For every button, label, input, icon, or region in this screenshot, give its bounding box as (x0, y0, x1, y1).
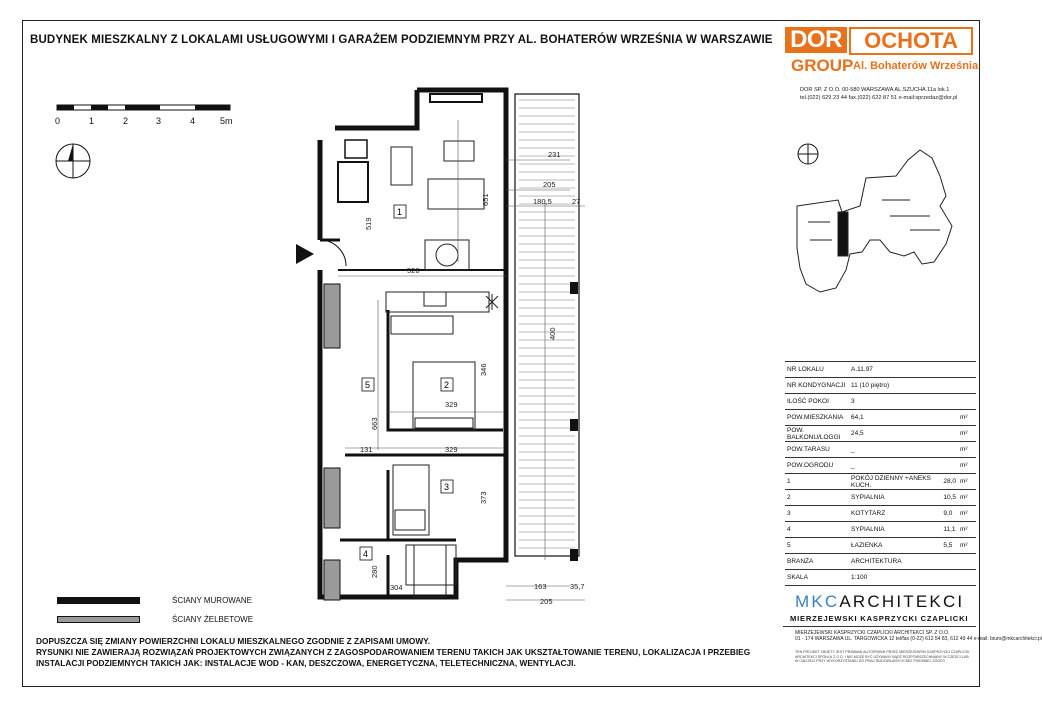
dim-651: 651 (481, 193, 490, 206)
developer-address: DOR SP. Z O.O. 00-580 WARSZAWA AL.SZUCHA 11a lok.1 (800, 87, 950, 93)
info-label: POW. BALKONU/LOGGI (785, 426, 849, 442)
branza-label: BRANŻA (785, 554, 849, 570)
logo-ochota: OCHOTA (849, 27, 973, 55)
mkc-logo-left: MKC (795, 592, 840, 611)
scale-label-2: 2 (123, 116, 129, 126)
room-label-3: 3 (444, 482, 450, 492)
info-unit: m² (958, 410, 976, 426)
info-label: ILOŚĆ POKOI (785, 394, 849, 410)
room-labels (360, 205, 453, 560)
info-row (785, 394, 976, 410)
dim-27: 27 (572, 197, 581, 206)
room-area: 9,0 (941, 506, 958, 522)
room-area: 28,0 (941, 474, 958, 490)
scale-label-3: 3 (156, 116, 162, 126)
mkc-subtitle: MIERZEJEWSKI KASPRZYCKI CZAPLICKI (790, 614, 969, 623)
key-plan (797, 150, 952, 292)
room-no: 4 (785, 522, 849, 538)
scale-label-5m: 5m (220, 116, 233, 126)
branza-value: ARCHITEKTURA (849, 554, 976, 570)
info-row (785, 442, 976, 458)
dim-346: 346 (479, 363, 488, 376)
room-label-2: 2 (444, 380, 450, 390)
scale-label-1: 1 (89, 116, 95, 126)
branza-row (785, 554, 976, 570)
info-row (785, 410, 976, 426)
room-name: KOTYTARZ (849, 506, 941, 522)
note-line-3: INSTALACJI PODZIEMNYCH TAKICH JAK: INSTALACJE WOD - KAN, DESZCZOWA, ENERGETYCZNA, TELETECHNICZNA, WENTYLACJI. (36, 658, 576, 668)
info-unit (958, 362, 976, 378)
info-row (785, 458, 976, 474)
developer-phone: tel.(022) 629 23 44 fax.(022) 622 87 51 e-mail:sprzedaz@dor.pl (800, 94, 958, 101)
room-row (785, 474, 976, 490)
room-name: ŁAZIENKA (849, 538, 941, 554)
room-row (785, 490, 976, 506)
room-row (785, 522, 976, 538)
dim-526: 526 (407, 266, 420, 275)
mkc-logo (795, 592, 964, 612)
info-label: NR KONDYGNACJI (785, 378, 849, 394)
info-value: 3 (849, 394, 958, 410)
dim-35-7: 35,7 (570, 582, 585, 591)
dim-304: 304 (390, 583, 403, 592)
legend-concrete-label: ŚCIANY ŻELBETOWE (172, 615, 254, 624)
info-row (785, 426, 976, 442)
room-unit: m² (958, 474, 976, 490)
north-arrow-icon (56, 144, 90, 178)
north-arrow-small-icon (798, 144, 818, 164)
mkc-divider (783, 626, 976, 627)
info-value: 24,5 (849, 426, 958, 442)
scale-label-0: 0 (55, 116, 61, 126)
room-unit: m² (958, 490, 976, 506)
room-no: 2 (785, 490, 849, 506)
room-row (785, 538, 976, 554)
room-name: SYPIALNIA (849, 522, 941, 538)
note-line-2: RYSUNKI NIE ZAWIERAJĄ ROZWIĄZAŃ PROJEKTOWYCH ZWIĄZANYCH Z ZAGOSPODAROWANIEM TERENU TAKICH JAK UKSZTAŁTOWANIE TERENU, LOKALIZACJA I PRZEBIEG (36, 647, 751, 657)
dim-373: 373 (479, 491, 488, 504)
room-area: 10,5 (941, 490, 958, 506)
dim-180-5: 180,5 (533, 197, 552, 206)
room-area: 5,5 (941, 538, 958, 554)
entrance-arrow-icon (296, 244, 314, 264)
dim-519: 519 (364, 217, 373, 230)
room-label-4: 4 (363, 549, 369, 559)
room-unit: m² (958, 538, 976, 554)
room-label-5: 5 (365, 380, 371, 390)
room-unit: m² (958, 522, 976, 538)
logo-dor: DOR (785, 27, 847, 53)
room-no: 1 (785, 474, 849, 490)
legend-masonry-swatch (57, 597, 140, 604)
logo-subtitle: Al. Bohaterów Września (853, 60, 979, 72)
dim-205-bottom: 205 (540, 597, 553, 606)
info-unit (958, 378, 976, 394)
legend-masonry-label: ŚCIANY MUROWANE (172, 596, 253, 605)
mkc-logo-right: ARCHITEKCI (839, 592, 965, 611)
balcony (515, 94, 579, 561)
drawing-notes (36, 636, 750, 669)
skala-value: 1:100 (849, 570, 976, 586)
room-no: 5 (785, 538, 849, 554)
info-row (785, 378, 976, 394)
info-value: A.11.97 (849, 362, 958, 378)
skala-label: SKALA (785, 570, 849, 586)
info-unit: m² (958, 426, 976, 442)
room-no: 3 (785, 506, 849, 522)
room-name: POKÓJ DZIENNY +ANEKS KUCH. (849, 474, 941, 490)
dim-163: 163 (534, 582, 547, 591)
dim-329-lower: 329 (445, 445, 458, 454)
info-value: _ (849, 442, 958, 458)
info-row (785, 362, 976, 378)
info-value: 64,1 (849, 410, 958, 426)
info-value: _ (849, 458, 958, 474)
info-value: 11 (10 piętro) (849, 378, 958, 394)
info-unit: m² (958, 442, 976, 458)
architect-address-line-2: 01 - 174 WARSZAWA UL. TARGOWICKA 12 tel/fax (0-22) 612 54 83, 612 49 44 e-mail: biuro@mkcarchitekci.pl (795, 636, 1042, 642)
architect-address-line-1: MIERZEJEWSKI KASPRZYCKI CZAPLICKI ARCHITEKCI SP. Z O.O. (795, 630, 950, 636)
dim-205-top: 205 (543, 180, 556, 189)
room-row (785, 506, 976, 522)
dim-329-upper: 329 (445, 400, 458, 409)
room-area: 11,1 (941, 522, 958, 538)
info-unit (958, 394, 976, 410)
room-name: SYPIALNIA (849, 490, 941, 506)
info-label: POW.MIESZKANIA (785, 410, 849, 426)
info-label: POW.TARASU (785, 442, 849, 458)
legend-concrete-swatch (57, 616, 140, 623)
drawing-title: BUDYNEK MIESZKALNY Z LOKALAMI USŁUGOWYMI I GARAŻEM PODZIEMNYM PRZY AL. BOHATERÓW WRZEŚNIA W WARSZAWIE (30, 34, 773, 46)
dim-400: 400 (548, 327, 557, 340)
dim-131: 131 (360, 445, 373, 454)
logo-group: GROUP (791, 56, 854, 75)
dim-663: 663 (370, 417, 379, 430)
copyright-note: TEN PROJEKT OBJĘTY JEST PRAWAMI AUTORSKIMI PRZEZ MIERZEJEWSKI KASPRZYCKI CZAPLICKI ARCHITEKCI SPÓŁKA Z O.O. I NIE MOŻE BYĆ UŻYWANY BĄDŹ ROZPOWSZECHNIANY W CZĘŚCI LUB W CAŁOŚCI PRZY WYKORZYSTANIU DO PRAC BUDOWLANYCH BEZ PISEMNEJ ZGODY (795, 650, 970, 664)
info-unit: m² (958, 458, 976, 474)
dim-231: 231 (548, 150, 561, 159)
skala-row (785, 570, 976, 586)
note-line-1: DOPUSZCZA SIĘ ZMIANY POWIERZCHNI LOKALU MIESZKALNEGO ZGODNIE Z ZAPISAMI UMOWY. (36, 636, 431, 646)
room-label-1: 1 (397, 207, 403, 217)
architect-address (795, 630, 1042, 642)
dim-280: 280 (370, 565, 379, 578)
apartment-info-table (785, 361, 976, 586)
info-label: NR LOKALU (785, 362, 849, 378)
room-unit: m² (958, 506, 976, 522)
scale-label-4: 4 (190, 116, 196, 126)
info-label: POW.OGRODU (785, 458, 849, 474)
